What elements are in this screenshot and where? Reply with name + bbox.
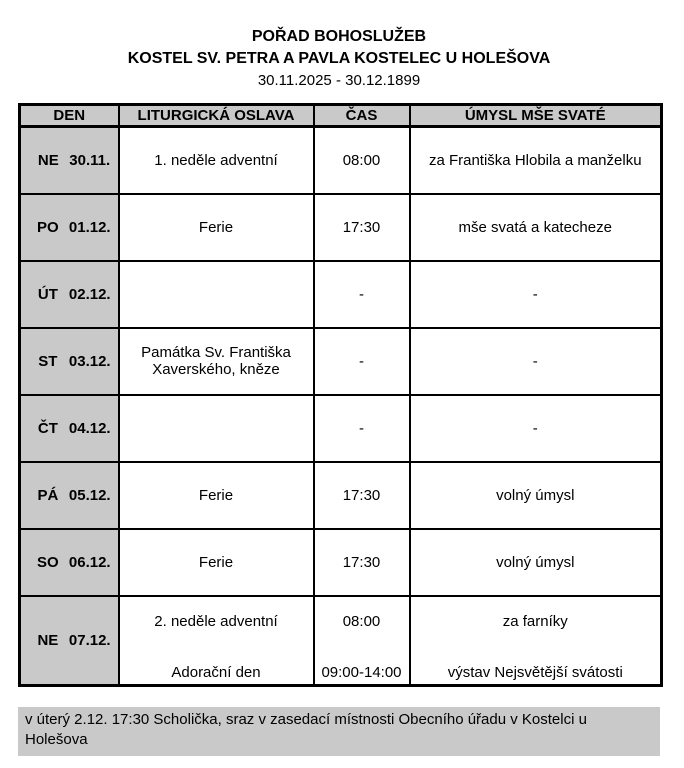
page: [18, 0, 660, 756]
day-date: 06.12.: [68, 553, 111, 571]
day-cell: [20, 529, 119, 596]
celebration-cell: [119, 261, 314, 328]
table-row: [20, 529, 662, 596]
celebration-cell: [119, 596, 314, 686]
day-abbr: PO: [37, 218, 59, 236]
day-date: 05.12.: [68, 486, 111, 504]
day-date: 04.12.: [68, 419, 111, 437]
column-header-cas: ČAS: [314, 105, 410, 127]
day-cell: [20, 328, 119, 395]
day-date: 30.11.: [69, 151, 111, 169]
day-date: 03.12.: [68, 352, 111, 370]
intention-cell: -: [410, 328, 662, 395]
time-cell: -: [314, 395, 410, 462]
table-row: [20, 462, 662, 529]
column-header-den: DEN: [20, 105, 119, 127]
time-cell: 17:30: [314, 529, 410, 596]
table-row: [20, 596, 662, 686]
time-cell: -: [314, 328, 410, 395]
column-header-umysl: ÚMYSL MŠE SVATÉ: [410, 105, 662, 127]
celebration-cell-line1: 2. neděle adventní: [154, 613, 278, 631]
table-row: [20, 194, 662, 261]
intention-cell-line1: za farníky: [502, 613, 568, 631]
day-cell: [20, 462, 119, 529]
day-abbr: NE: [37, 151, 59, 169]
celebration-cell-stack: [120, 597, 313, 683]
day-cell: [20, 194, 119, 261]
day-abbr: PÁ: [37, 486, 59, 504]
time-cell: 17:30: [314, 462, 410, 529]
column-header-liturgicka-oslava: LITURGICKÁ OSLAVA: [119, 105, 314, 127]
title-block: [18, 0, 660, 90]
intention-cell-stack: [411, 597, 661, 683]
time-cell: 17:30: [314, 194, 410, 261]
celebration-cell: 1. neděle adventní: [119, 127, 314, 194]
page-title: POŘAD BOHOSLUŽEB: [251, 28, 427, 45]
schedule-body: [20, 127, 662, 686]
intention-cell: volný úmysl: [410, 529, 662, 596]
day-date: 07.12.: [68, 631, 111, 649]
day-abbr: ČT: [37, 419, 58, 437]
celebration-cell: Ferie: [119, 529, 314, 596]
time-cell: -: [314, 261, 410, 328]
header-row: [20, 105, 662, 127]
table-row: [20, 261, 662, 328]
celebration-cell: [119, 395, 314, 462]
time-cell-line1: 08:00: [342, 613, 381, 631]
day-cell: [20, 261, 119, 328]
intention-cell: [410, 596, 662, 686]
intention-cell-line2: výstav Nejsvětější svátosti: [447, 664, 623, 682]
time-cell: 08:00: [314, 127, 410, 194]
church-name: KOSTEL SV. PETRA A PAVLA KOSTELEC U HOLEŠOVA: [127, 50, 551, 67]
day-cell: [20, 596, 119, 686]
day-date: 01.12.: [68, 218, 111, 236]
day-abbr: SO: [37, 553, 59, 571]
table-row: [20, 395, 662, 462]
day-cell: [20, 395, 119, 462]
time-cell: [314, 596, 410, 686]
day-abbr: ÚT: [37, 285, 58, 303]
time-cell-line2: 09:00-14:00: [321, 664, 402, 682]
intention-cell: -: [410, 261, 662, 328]
date-range: 30.11.2025 - 30.12.1899: [257, 72, 421, 89]
celebration-cell: Památka Sv. Františka Xaverského, kněze: [119, 328, 314, 395]
table-row: [20, 328, 662, 395]
time-cell-stack: [315, 597, 409, 683]
day-abbr: ST: [38, 352, 58, 370]
intention-cell: -: [410, 395, 662, 462]
celebration-cell: Ferie: [119, 462, 314, 529]
intention-cell: mše svatá a katecheze: [410, 194, 662, 261]
celebration-cell: Ferie: [119, 194, 314, 261]
table-row: [20, 127, 662, 194]
intention-cell: za Františka Hlobila a manželku: [410, 127, 662, 194]
day-date: 02.12.: [68, 285, 111, 303]
schedule-header: [20, 105, 662, 127]
footer-note: v úterý 2.12. 17:30 Scholička, sraz v zasedací místnosti Obecního úřadu v Kostelci u Holešova: [18, 707, 660, 756]
schedule-table: [18, 103, 663, 687]
day-cell: [20, 127, 119, 194]
intention-cell: volný úmysl: [410, 462, 662, 529]
celebration-cell-line2: Adorační den: [171, 664, 261, 682]
day-abbr: NE: [37, 631, 59, 649]
